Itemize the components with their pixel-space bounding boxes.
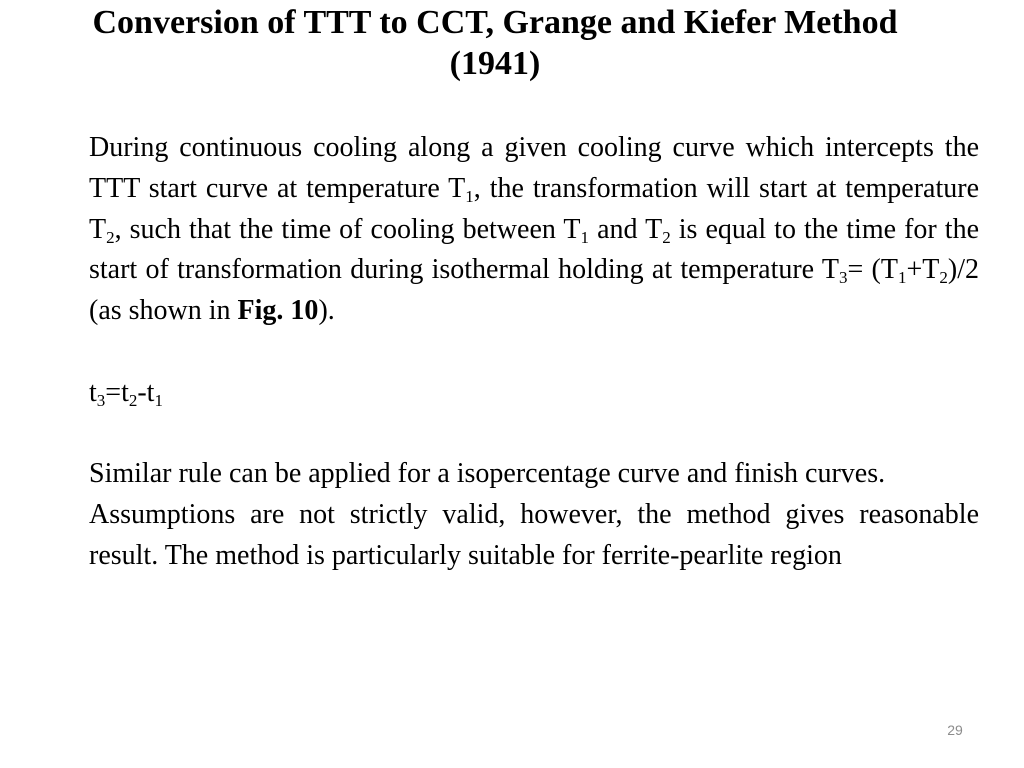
text-segment: is equal to the time for the start of transformation during isothermal holding at temperature T bbox=[89, 213, 979, 286]
subscript: 1 bbox=[580, 227, 590, 247]
text-segment: )/2 (as shown in bbox=[89, 254, 979, 327]
subscript: 2 bbox=[128, 390, 138, 410]
paragraph-similar-rule: Similar rule can be applied for a isopercentage curve and finish curves. bbox=[89, 458, 886, 490]
equation-line bbox=[89, 373, 979, 414]
slide-title bbox=[0, 2, 990, 84]
slide-body bbox=[89, 128, 979, 577]
subscript: 2 bbox=[662, 227, 671, 247]
subscript: 2 bbox=[106, 227, 115, 247]
paragraph-conversion-rule bbox=[89, 128, 979, 332]
text-segment: , such that the time of cooling between T bbox=[114, 213, 581, 245]
text-segment: = (T bbox=[847, 254, 898, 286]
figure-reference: Fig. 10 bbox=[237, 295, 319, 327]
subscript: 3 bbox=[838, 268, 848, 288]
text-segment: , the transformation will start at temperature T bbox=[89, 172, 979, 245]
page-number: 29 bbox=[947, 722, 963, 738]
text-segment: ). bbox=[318, 295, 335, 327]
text-segment: and T bbox=[589, 213, 663, 245]
text-segment: =t bbox=[105, 376, 129, 408]
slide-title-line-2: (1941) bbox=[449, 45, 541, 82]
paragraph-assumptions: Assumptions are not strictly valid, however, the method gives reasonable result. The method is particularly suitable for ferrite-pearlite region bbox=[89, 499, 979, 571]
text-segment: +T bbox=[906, 254, 940, 286]
spacer bbox=[89, 332, 979, 373]
subscript: 3 bbox=[96, 390, 106, 410]
text-segment: -t bbox=[137, 376, 155, 408]
slide-title-line-1: Conversion of TTT to CCT, Grange and Kiefer Method bbox=[92, 4, 898, 41]
subscript: 1 bbox=[465, 186, 474, 206]
text-segment: t bbox=[89, 376, 97, 408]
subscript: 1 bbox=[897, 268, 907, 288]
spacer bbox=[89, 414, 979, 455]
text-segment: During continuous cooling along a given cooling curve which intercepts the TTT start curve at temperature T bbox=[89, 132, 979, 204]
subscript: 2 bbox=[939, 268, 948, 288]
subscript: 1 bbox=[154, 390, 163, 410]
